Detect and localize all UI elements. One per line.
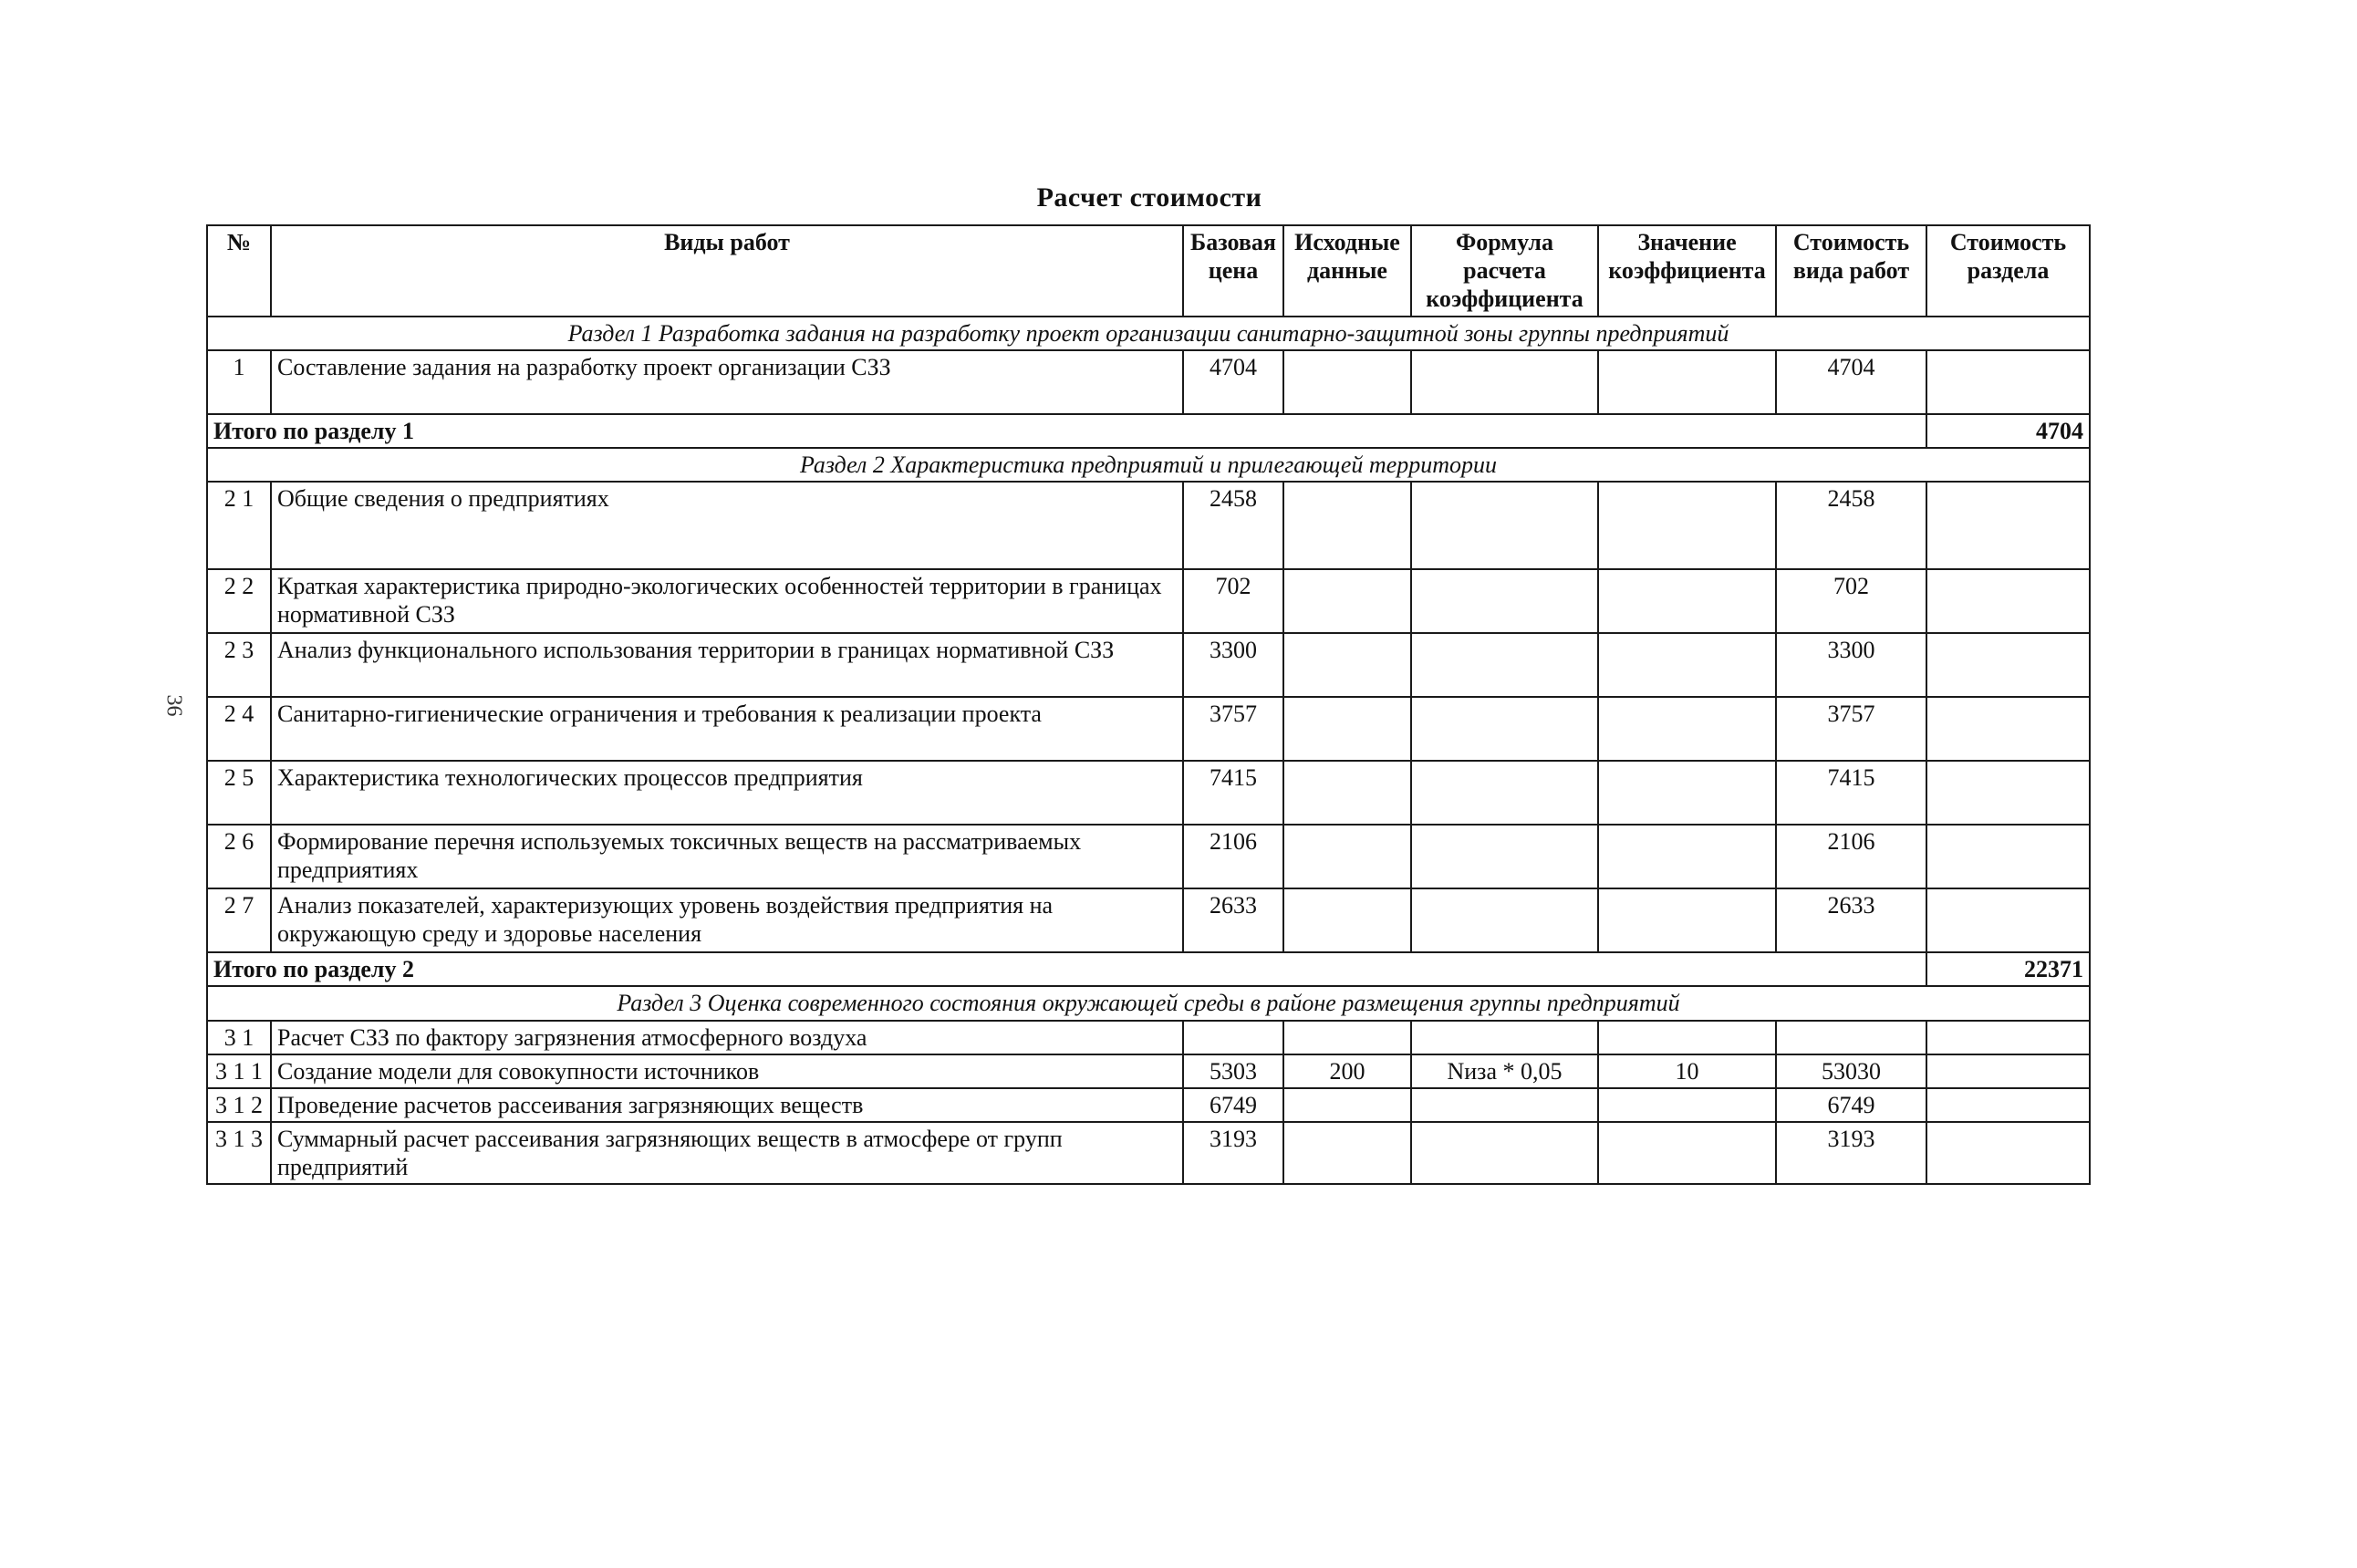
column-header: Стоимость вида работ xyxy=(1776,225,1926,317)
column-header: Виды работ xyxy=(271,225,1183,317)
base-price: 2633 xyxy=(1183,888,1283,952)
base-price: 702 xyxy=(1183,569,1283,633)
work-description: Характеристика технологических процессов предприятия xyxy=(271,761,1183,825)
base-price: 2106 xyxy=(1183,825,1283,888)
table-row xyxy=(207,350,2090,414)
work-cost: 2458 xyxy=(1776,482,1926,569)
section-total-label: Итого по разделу 1 xyxy=(207,414,1926,448)
section-cost xyxy=(1926,697,2090,761)
coef-formula xyxy=(1411,482,1598,569)
row-number: 2 3 xyxy=(207,633,271,697)
section-total-label: Итого по разделу 2 xyxy=(207,952,1926,986)
table-row xyxy=(207,697,2090,761)
coef-formula xyxy=(1411,569,1598,633)
section-title: Раздел 3 Оценка современного состояния окружающей среды в районе размещения группы предприятий xyxy=(207,986,2090,1020)
work-description: Санитарно-гигиенические ограничения и требования к реализации проекта xyxy=(271,697,1183,761)
section-cost xyxy=(1926,761,2090,825)
input-data xyxy=(1283,1122,1411,1184)
base-price: 6749 xyxy=(1183,1088,1283,1122)
work-cost: 3757 xyxy=(1776,697,1926,761)
row-number: 3 1 3 xyxy=(207,1122,271,1184)
work-description: Суммарный расчет рассеивания загрязняющих веществ в атмосфере от групп предприятий xyxy=(271,1122,1183,1184)
table-row xyxy=(207,1021,2090,1054)
section-title: Раздел 1 Разработка задания на разработку проект организации санитарно-защитной зоны группы предприятий xyxy=(207,317,2090,350)
section-title: Раздел 2 Характеристика предприятий и прилегающей территории xyxy=(207,448,2090,482)
coef-value xyxy=(1598,1088,1776,1122)
coef-value xyxy=(1598,888,1776,952)
coef-formula xyxy=(1411,1021,1598,1054)
section-total-value: 4704 xyxy=(1926,414,2090,448)
coef-formula xyxy=(1411,1122,1598,1184)
coef-formula xyxy=(1411,1088,1598,1122)
coef-value xyxy=(1598,1021,1776,1054)
work-cost: 4704 xyxy=(1776,350,1926,414)
work-description: Расчет СЗЗ по фактору загрязнения атмосферного воздуха xyxy=(271,1021,1183,1054)
section-cost xyxy=(1926,633,2090,697)
table-body xyxy=(207,317,2090,1185)
input-data xyxy=(1283,482,1411,569)
work-cost: 2633 xyxy=(1776,888,1926,952)
section-cost xyxy=(1926,1122,2090,1184)
coef-formula xyxy=(1411,825,1598,888)
coef-value xyxy=(1598,825,1776,888)
table-row xyxy=(207,1088,2090,1122)
coef-formula: Nиза * 0,05 xyxy=(1411,1054,1598,1088)
section-cost xyxy=(1926,1054,2090,1088)
table-row xyxy=(207,633,2090,697)
row-number: 2 5 xyxy=(207,761,271,825)
work-cost xyxy=(1776,1021,1926,1054)
section-title-row xyxy=(207,448,2090,482)
base-price: 5303 xyxy=(1183,1054,1283,1088)
section-cost xyxy=(1926,482,2090,569)
work-cost: 702 xyxy=(1776,569,1926,633)
table-row xyxy=(207,825,2090,888)
base-price: 3193 xyxy=(1183,1122,1283,1184)
section-cost xyxy=(1926,888,2090,952)
column-header: Исходные данные xyxy=(1283,225,1411,317)
input-data xyxy=(1283,633,1411,697)
column-header: Значение коэффициента xyxy=(1598,225,1776,317)
column-header: № xyxy=(207,225,271,317)
row-number: 3 1 1 xyxy=(207,1054,271,1088)
coef-formula xyxy=(1411,888,1598,952)
row-number: 1 xyxy=(207,350,271,414)
section-title-row xyxy=(207,317,2090,350)
base-price: 3300 xyxy=(1183,633,1283,697)
table-row xyxy=(207,482,2090,569)
row-number: 2 6 xyxy=(207,825,271,888)
table-row xyxy=(207,761,2090,825)
input-data xyxy=(1283,825,1411,888)
coef-value xyxy=(1598,482,1776,569)
row-number: 3 1 2 xyxy=(207,1088,271,1122)
column-header: Стоимость раздела xyxy=(1926,225,2090,317)
work-description: Составление задания на разработку проект организации СЗЗ xyxy=(271,350,1183,414)
work-cost: 2106 xyxy=(1776,825,1926,888)
section-cost xyxy=(1926,1021,2090,1054)
work-description: Создание модели для совокупности источников xyxy=(271,1054,1183,1088)
cost-table xyxy=(206,224,2091,1185)
row-number: 2 1 xyxy=(207,482,271,569)
work-description: Формирование перечня используемых токсичных веществ на рассматриваемых предприятиях xyxy=(271,825,1183,888)
work-description: Проведение расчетов рассеивания загрязняющих веществ xyxy=(271,1088,1183,1122)
table-row xyxy=(207,569,2090,633)
input-data xyxy=(1283,697,1411,761)
coef-formula xyxy=(1411,633,1598,697)
work-cost: 7415 xyxy=(1776,761,1926,825)
section-cost xyxy=(1926,1088,2090,1122)
section-cost xyxy=(1926,569,2090,633)
input-data: 200 xyxy=(1283,1054,1411,1088)
work-description: Краткая характеристика природно-экологических особенностей территории в границах нормативной СЗЗ xyxy=(271,569,1183,633)
base-price xyxy=(1183,1021,1283,1054)
work-cost: 3193 xyxy=(1776,1122,1926,1184)
section-cost xyxy=(1926,825,2090,888)
work-cost: 6749 xyxy=(1776,1088,1926,1122)
table-header-row xyxy=(207,225,2090,317)
document-title: Расчет стоимости xyxy=(1036,182,1262,213)
input-data xyxy=(1283,350,1411,414)
section-title-row xyxy=(207,986,2090,1020)
base-price: 4704 xyxy=(1183,350,1283,414)
coef-value xyxy=(1598,1122,1776,1184)
coef-value xyxy=(1598,350,1776,414)
table-row xyxy=(207,1054,2090,1088)
section-cost xyxy=(1926,350,2090,414)
row-number: 2 4 xyxy=(207,697,271,761)
input-data xyxy=(1283,761,1411,825)
column-header: Формула расчета коэффициента xyxy=(1411,225,1598,317)
work-description: Анализ показателей, характеризующих уровень воздействия предприятия на окружающую среду и здоровье населения xyxy=(271,888,1183,952)
input-data xyxy=(1283,1088,1411,1122)
row-number: 3 1 xyxy=(207,1021,271,1054)
coef-value: 10 xyxy=(1598,1054,1776,1088)
table-row xyxy=(207,888,2090,952)
base-price: 2458 xyxy=(1183,482,1283,569)
coef-formula xyxy=(1411,350,1598,414)
coef-value xyxy=(1598,633,1776,697)
work-cost: 3300 xyxy=(1776,633,1926,697)
input-data xyxy=(1283,569,1411,633)
input-data xyxy=(1283,888,1411,952)
coef-value xyxy=(1598,569,1776,633)
section-total-row xyxy=(207,414,2090,448)
base-price: 3757 xyxy=(1183,697,1283,761)
row-number: 2 2 xyxy=(207,569,271,633)
coef-value xyxy=(1598,697,1776,761)
work-cost: 53030 xyxy=(1776,1054,1926,1088)
work-description: Анализ функционального использования территории в границах нормативной СЗЗ xyxy=(271,633,1183,697)
table-row xyxy=(207,1122,2090,1184)
column-header: Базовая цена xyxy=(1183,225,1283,317)
input-data xyxy=(1283,1021,1411,1054)
row-number: 2 7 xyxy=(207,888,271,952)
side-page-number: 36 xyxy=(161,694,186,717)
section-total-value: 22371 xyxy=(1926,952,2090,986)
base-price: 7415 xyxy=(1183,761,1283,825)
section-total-row xyxy=(207,952,2090,986)
coef-formula xyxy=(1411,697,1598,761)
work-description: Общие сведения о предприятиях xyxy=(271,482,1183,569)
coef-formula xyxy=(1411,761,1598,825)
coef-value xyxy=(1598,761,1776,825)
